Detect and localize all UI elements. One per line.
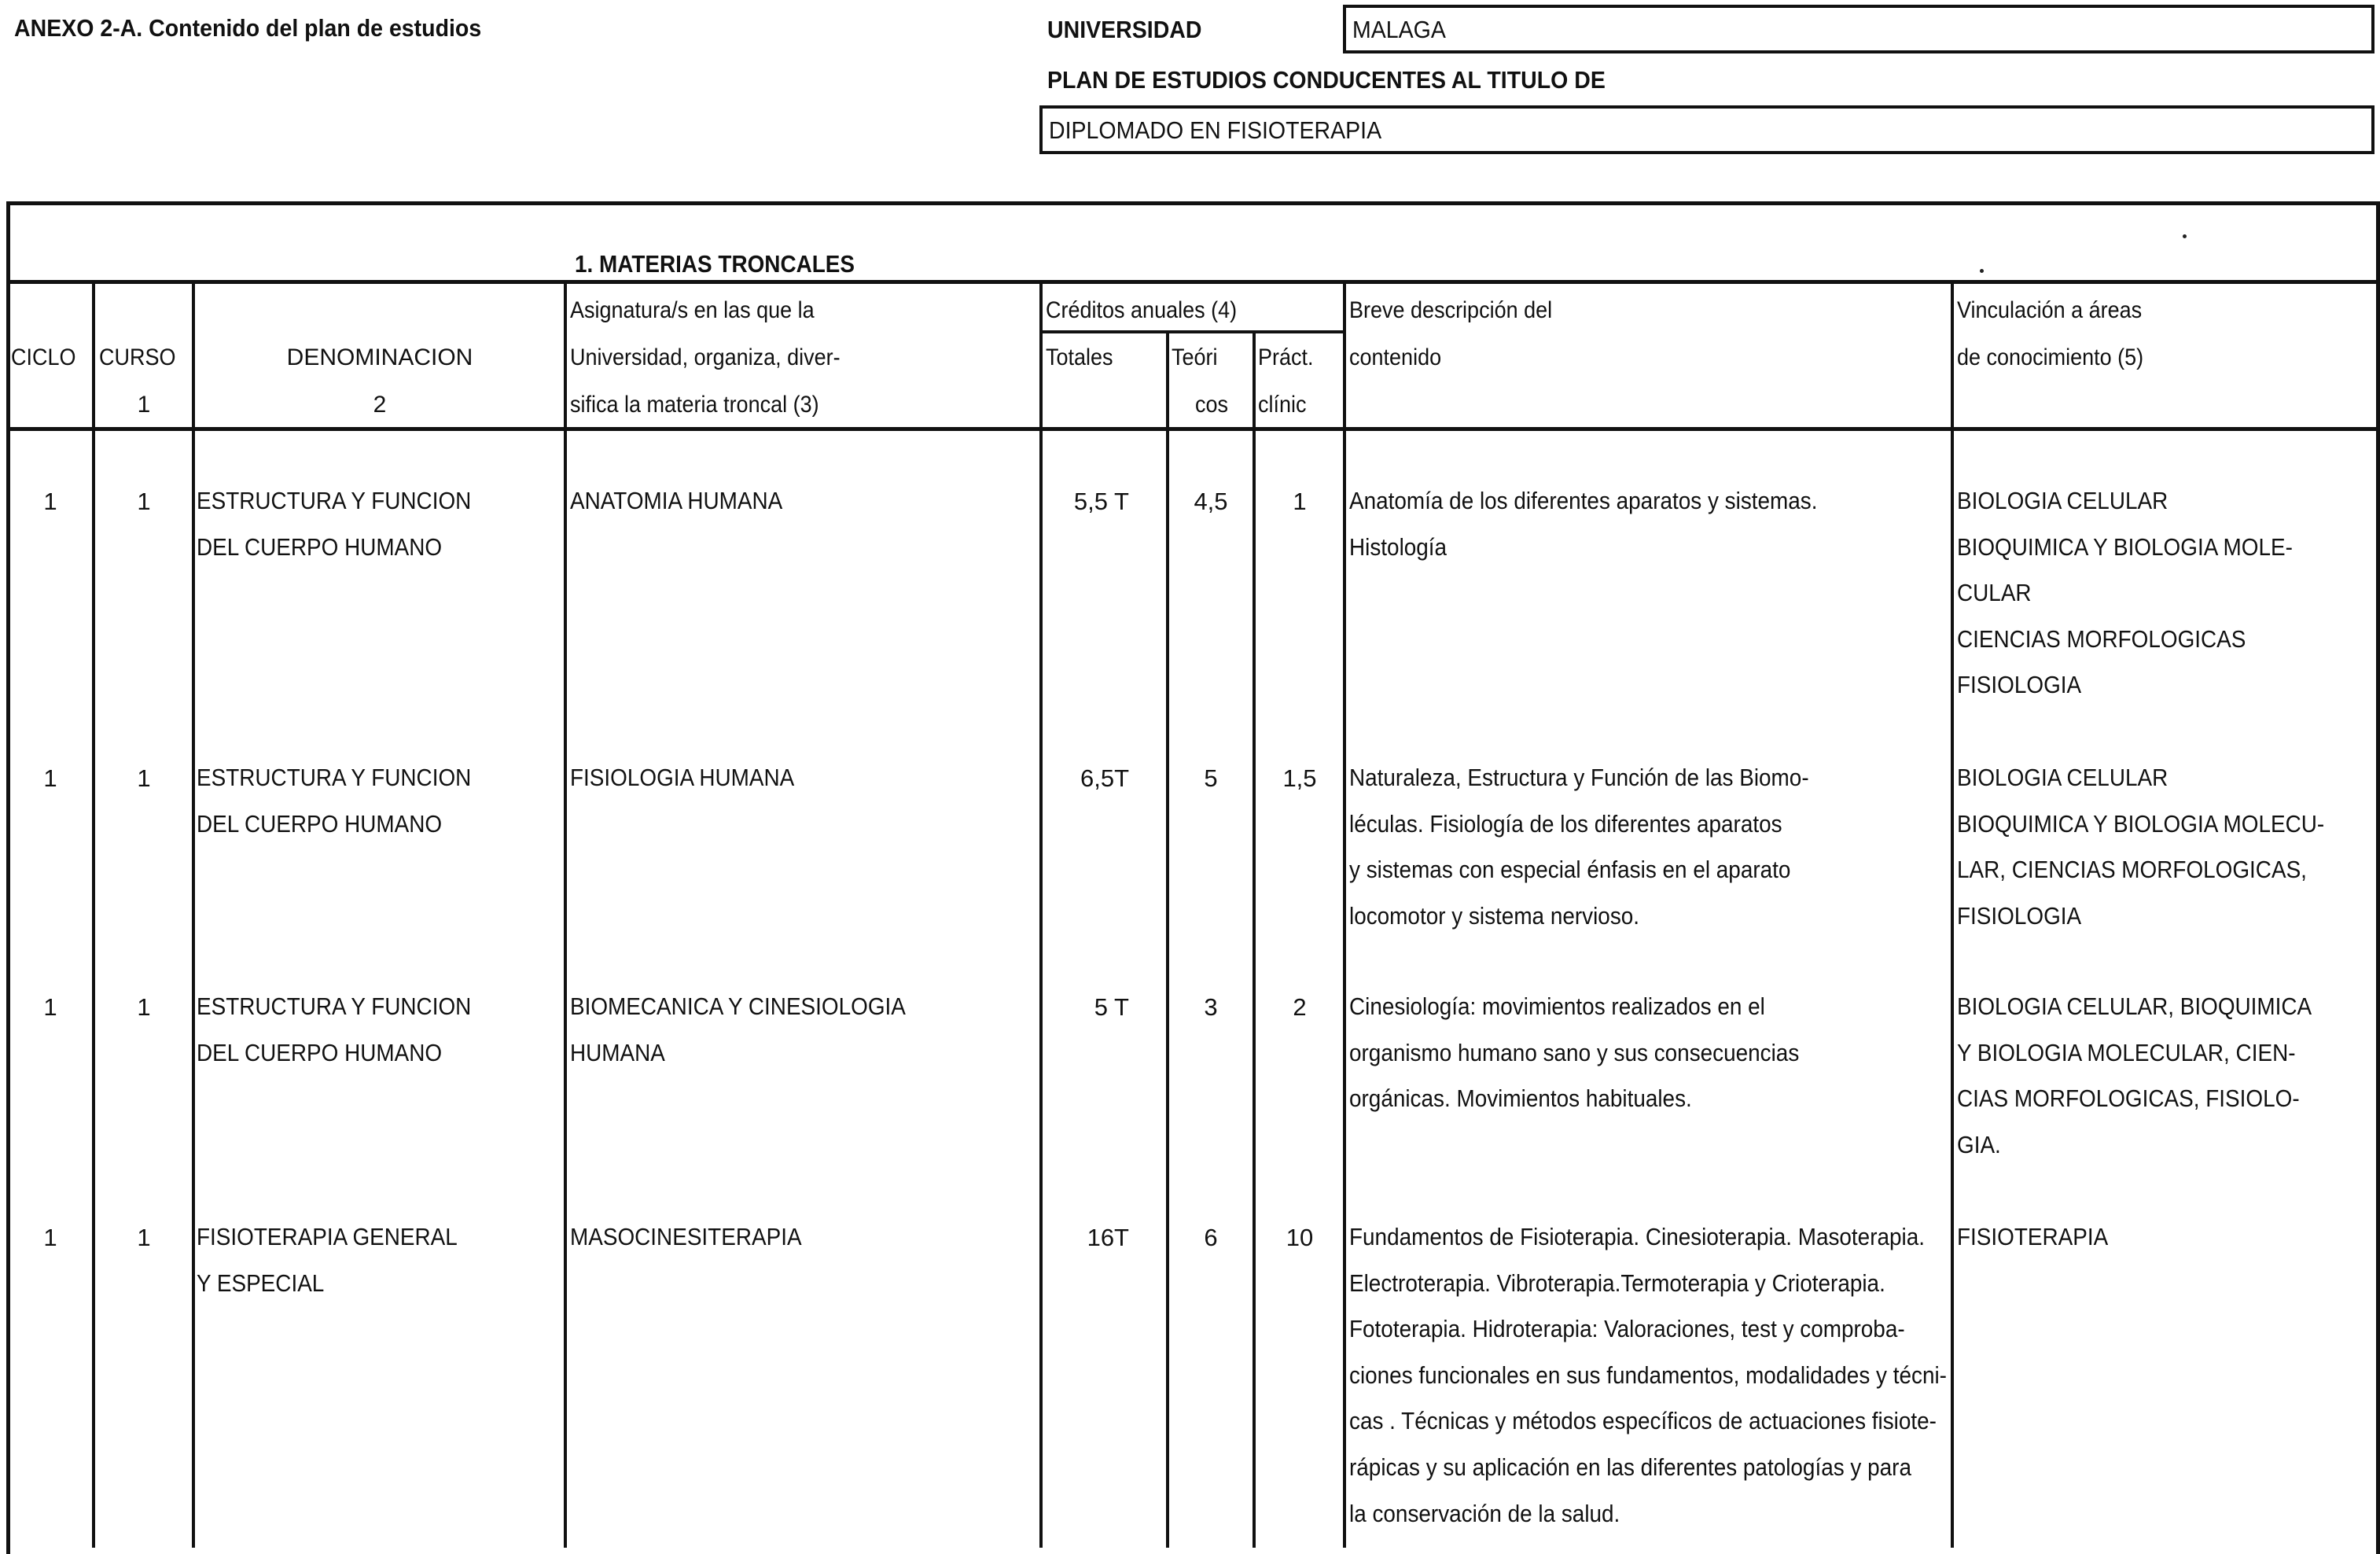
col-divider-descripcion [1951, 282, 1954, 1548]
cell-denominacion: ESTRUCTURA Y FUNCION DEL CUERPO HUMANO [197, 992, 472, 1066]
header-teoricos-line1: Teóri [1172, 344, 1218, 370]
cell-descripcion: Naturaleza, Estructura y Función de las Biomo- léculas. Fisiología de los diferentes aparatos y sistemas con especial énfasis en el aparato locomotor y sistema nervioso. [1349, 764, 1809, 930]
cell-descripcion: Anatomía de los diferentes aparatos y sistemas. Histología [1349, 487, 1818, 561]
header-asignatura-line3: sifica la materia troncal (3) [570, 392, 819, 418]
header-denominacion-number: 2 [373, 392, 387, 418]
section-title-divider [6, 280, 2380, 284]
degree-value: DIPLOMADO EN FISIOTERAPIA [1049, 116, 1382, 144]
header-teoricos-line2: cos [1195, 392, 1229, 418]
header-asignatura-line2: Universidad, organiza, diver- [570, 344, 841, 370]
annex-title: ANEXO 2-A. Contenido del plan de estudios [14, 14, 482, 42]
cell-ciclo: 1 [43, 1224, 57, 1251]
cell-totales: 6,5T [1080, 764, 1129, 792]
col-divider-practicos [1343, 282, 1346, 1548]
header-vinculacion-line1: Vinculación a áreas [1957, 297, 2143, 323]
cell-ciclo: 1 [43, 488, 57, 515]
header-curso-number: 1 [137, 392, 151, 418]
cell-denominacion: ESTRUCTURA Y FUNCION DEL CUERPO HUMANO [197, 487, 472, 561]
header-descripcion-line2: contenido [1349, 344, 1442, 370]
cell-vinculacion: BIOLOGIA CELULAR, BIOQUIMICA Y BIOLOGIA MOLECULAR, CIEN- CIAS MORFOLOGICAS, FISIOLO- GIA. [1957, 992, 2312, 1158]
university-label: UNIVERSIDAD [1047, 16, 1202, 43]
cell-teoricos: 4,5 [1194, 488, 1228, 515]
cell-vinculacion: FISIOTERAPIA [1957, 1223, 2109, 1250]
col-divider-curso [192, 282, 195, 1548]
header-vinculacion-line2: de conocimiento (5) [1957, 344, 2144, 370]
cell-curso: 1 [137, 993, 151, 1021]
col-divider-totales [1166, 332, 1169, 1548]
col-divider-denominacion [564, 282, 567, 1548]
degree-field [1039, 105, 2374, 154]
col-divider-ciclo [92, 282, 95, 1548]
cell-practicos: 2 [1293, 993, 1307, 1021]
header-totales: Totales [1046, 344, 1113, 370]
university-field [1343, 5, 2374, 53]
university-value: MALAGA [1352, 16, 1446, 43]
cell-asignatura: MASOCINESITERAPIA [570, 1223, 802, 1250]
cell-asignatura: BIOMECANICA Y CINESIOLOGIA HUMANA [570, 992, 906, 1066]
creditos-divider [1039, 330, 1344, 333]
cell-curso: 1 [137, 488, 151, 515]
header-descripcion-line1: Breve descripción del [1349, 297, 1553, 323]
header-denominacion: DENOMINACION [286, 344, 473, 370]
cell-denominacion: ESTRUCTURA Y FUNCION DEL CUERPO HUMANO [197, 764, 472, 838]
scan-speck [1980, 269, 1984, 273]
cell-totales: 5,5 T [1073, 488, 1129, 515]
scan-speck [2183, 234, 2187, 238]
header-ciclo: CICLO [11, 344, 76, 370]
cell-curso: 1 [137, 764, 151, 792]
cell-curso: 1 [137, 1224, 151, 1251]
cell-asignatura: ANATOMIA HUMANA [570, 487, 783, 514]
cell-practicos: 10 [1286, 1224, 1314, 1251]
header-bottom-divider [6, 427, 2380, 431]
cell-practicos: 1 [1293, 488, 1307, 515]
col-divider-asignatura [1039, 282, 1043, 1548]
cell-totales: 5 T [1094, 993, 1129, 1021]
cell-vinculacion: BIOLOGIA CELULAR BIOQUIMICA Y BIOLOGIA MOLECU- LAR, CIENCIAS MORFOLOGICAS, FISIOLOGIA [1957, 764, 2325, 930]
cell-vinculacion: BIOLOGIA CELULAR BIOQUIMICA Y BIOLOGIA MOLE- CULAR CIENCIAS MORFOLOGICAS FISIOLOGIA [1957, 487, 2293, 699]
col-divider-teoricos [1253, 332, 1256, 1548]
cell-teoricos: 5 [1204, 764, 1218, 792]
cell-totales: 16T [1087, 1224, 1129, 1251]
header-curso: CURSO [99, 344, 176, 370]
cell-denominacion: FISIOTERAPIA GENERAL Y ESPECIAL [197, 1223, 458, 1297]
header-asignatura-line1: Asignatura/s en las que la [570, 297, 815, 323]
cell-descripcion: Cinesiología: movimientos realizados en el organismo humano sano y sus consecuencias orgánicas. Movimientos habituales. [1349, 992, 1800, 1113]
cell-ciclo: 1 [43, 764, 57, 792]
cell-practicos: 1,5 [1282, 764, 1317, 792]
section-title: 1. MATERIAS TRONCALES [575, 250, 855, 278]
plan-label: PLAN DE ESTUDIOS CONDUCENTES AL TITULO DE [1047, 66, 1606, 94]
header-creditos-anuales: Créditos anuales (4) [1046, 297, 1238, 323]
header-practicos-line2: clínic [1258, 392, 1307, 418]
cell-ciclo: 1 [43, 993, 57, 1021]
cell-asignatura: FISIOLOGIA HUMANA [570, 764, 795, 791]
cell-teoricos: 6 [1204, 1224, 1218, 1251]
cell-teoricos: 3 [1204, 993, 1218, 1021]
cell-descripcion: Fundamentos de Fisioterapia. Cinesioterapia. Masoterapia. Electroterapia. Vibroterapia.Termoterapia y Crioterapia. Fototerapia. Hidroterapia: Valoraciones, test y comproba- ciones funcionales en sus fundamentos, modalidades y técni- cas . Técnicas y métodos específicos de actuaciones fisiote- rápicas y su aplicación en las diferentes patologías y para la conservación de la salud. [1349, 1223, 1947, 1527]
header-practicos-line1: Práct. [1258, 344, 1314, 370]
